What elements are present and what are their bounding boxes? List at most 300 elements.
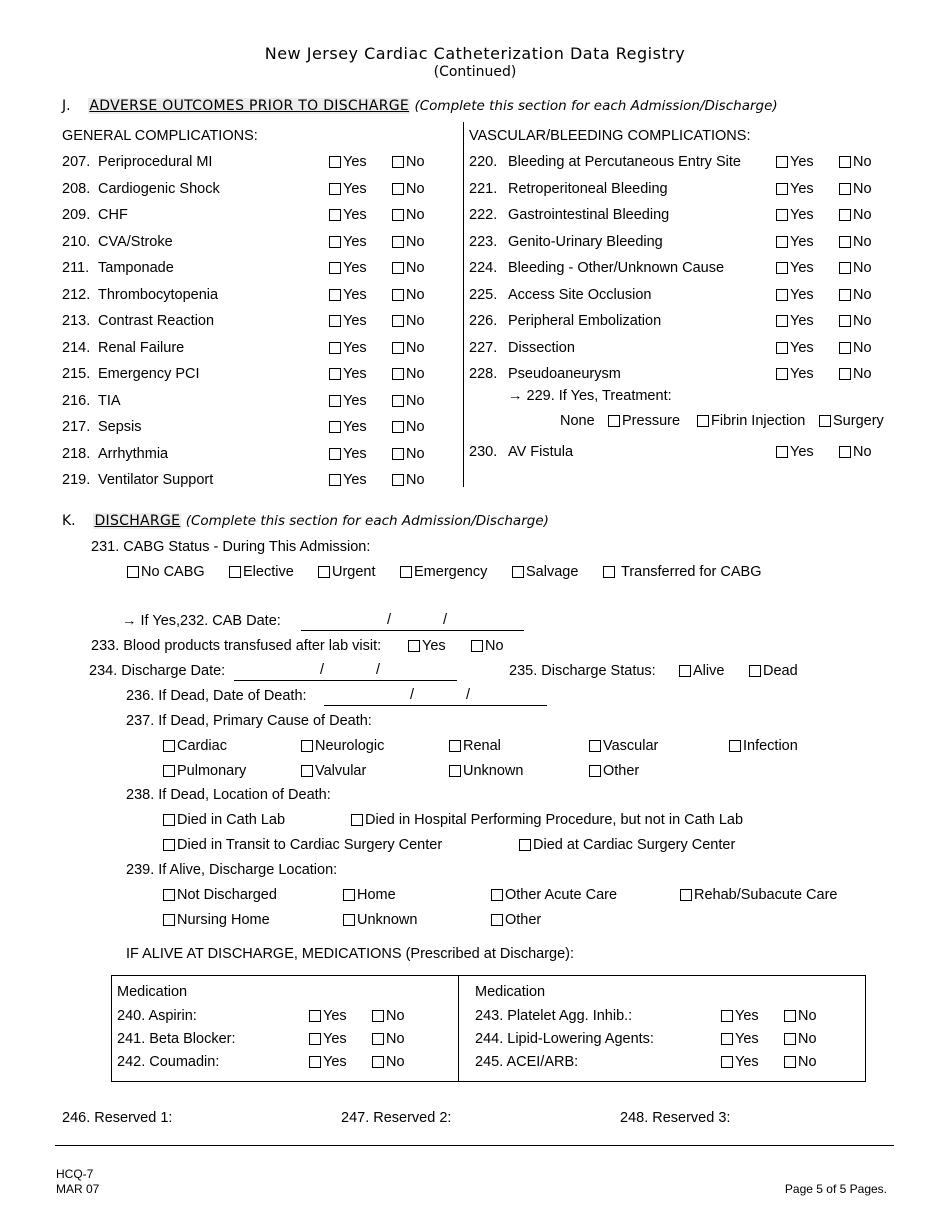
surgery-checkbox[interactable]: [819, 415, 831, 427]
checkbox[interactable]: [721, 1010, 733, 1022]
checkbox[interactable]: [776, 262, 788, 274]
checkbox[interactable]: [329, 368, 341, 380]
transferred-checkbox[interactable]: [603, 566, 615, 578]
urgent-checkbox[interactable]: [318, 566, 330, 578]
checkbox[interactable]: [392, 209, 404, 221]
checkbox[interactable]: [329, 474, 341, 486]
no-option[interactable]: [839, 287, 872, 303]
checkbox[interactable]: [839, 289, 851, 301]
section-j-note: (Complete this section for each Admission/Discharge): [414, 98, 778, 114]
no-option[interactable]: [839, 366, 872, 382]
page-subtitle: (Continued): [433, 64, 517, 80]
yes-option[interactable]: [721, 1054, 759, 1070]
yes-option[interactable]: [329, 154, 367, 170]
q238-opt3[interactable]: [163, 837, 442, 853]
option-label: No: [386, 1031, 405, 1047]
surgery-label: Surgery: [833, 413, 884, 429]
item-229-label: → 229. If Yes, Treatment:: [508, 388, 672, 404]
option-label: No: [406, 287, 425, 303]
reserved-1: 246. Reserved 1:: [62, 1110, 173, 1126]
checkbox[interactable]: [776, 156, 788, 168]
cause-option[interactable]: [449, 738, 501, 754]
no-option[interactable]: [392, 366, 425, 382]
option-label: No: [853, 260, 872, 276]
item-number: 214.: [62, 340, 91, 356]
section-k-title: DISCHARGE: [94, 513, 181, 529]
no-option[interactable]: [392, 393, 425, 409]
salvage-checkbox[interactable]: [512, 566, 524, 578]
checkbox[interactable]: [839, 262, 851, 274]
checkbox[interactable]: [301, 740, 313, 752]
medication-label: 241. Beta Blocker:: [117, 1031, 236, 1047]
checkbox[interactable]: [392, 156, 404, 168]
pressure-label: Pressure: [622, 413, 681, 429]
yes-option[interactable]: [776, 340, 814, 356]
no-option[interactable]: [392, 419, 425, 435]
no-option[interactable]: [392, 234, 425, 250]
option-label: No: [406, 472, 425, 488]
no-checkbox[interactable]: [839, 446, 851, 458]
no-option[interactable]: [784, 1008, 817, 1024]
section-j-heading: [62, 98, 778, 114]
q236-label: 236. If Dead, Date of Death:: [126, 688, 307, 704]
checkbox[interactable]: [372, 1056, 384, 1068]
dead-checkbox[interactable]: [749, 665, 761, 677]
no-checkbox[interactable]: [471, 640, 483, 652]
checkbox[interactable]: [784, 1010, 796, 1022]
checkbox[interactable]: [721, 1033, 733, 1045]
option-label: Yes: [343, 340, 367, 356]
item-label: Peripheral Embolization: [508, 313, 662, 329]
option-label: Yes: [790, 234, 814, 250]
option-label: Died in Hospital Performing Procedure, but not in Cath Lab: [365, 812, 744, 828]
item-229-fibrin[interactable]: [697, 413, 805, 429]
checkbox[interactable]: [392, 236, 404, 248]
item-label: Cardiogenic Shock: [98, 181, 220, 197]
q239-label: 239. If Alive, Discharge Location:: [126, 862, 338, 878]
item-number: 228.: [469, 366, 498, 382]
page-title: New Jersey Cardiac Catheterization Data Registry: [264, 44, 686, 63]
option-label: Yes: [790, 260, 814, 276]
cause-option[interactable]: [301, 763, 366, 779]
checkbox[interactable]: [329, 183, 341, 195]
checkbox[interactable]: [163, 889, 175, 901]
checkbox[interactable]: [680, 889, 692, 901]
item-230-no[interactable]: [839, 444, 872, 460]
checkbox[interactable]: [839, 183, 851, 195]
yes-option[interactable]: [776, 207, 814, 223]
checkbox[interactable]: [839, 368, 851, 380]
option-label: No: [853, 287, 872, 303]
cause-option[interactable]: [449, 763, 523, 779]
checkbox[interactable]: [392, 474, 404, 486]
no-option[interactable]: [392, 181, 425, 197]
option-label: Infection: [743, 738, 798, 754]
yes-option[interactable]: [721, 1008, 759, 1024]
location-option[interactable]: [491, 887, 617, 903]
date-sep: /: [466, 687, 471, 703]
checkbox[interactable]: [392, 421, 404, 433]
item-label: Contrast Reaction: [98, 313, 215, 329]
option-label: Yes: [790, 340, 814, 356]
option-label: Not Discharged: [177, 887, 277, 903]
q233-label: 233. Blood products transfused after lab visit:: [91, 638, 382, 654]
q231-opt-5[interactable]: [603, 564, 761, 580]
yes-option[interactable]: [721, 1031, 759, 1047]
checkbox[interactable]: [329, 315, 341, 327]
cause-option[interactable]: [163, 738, 227, 754]
location-option[interactable]: [343, 912, 417, 928]
option-label: No: [386, 1008, 405, 1024]
q238-opt2[interactable]: [351, 812, 743, 828]
checkbox[interactable]: [163, 765, 175, 777]
form-id: HCQ-7: [56, 1167, 94, 1181]
option-label: Unknown: [357, 912, 418, 928]
no-option[interactable]: [372, 1054, 405, 1070]
medication-label: 244. Lipid-Lowering Agents:: [475, 1031, 654, 1047]
checkbox[interactable]: [329, 209, 341, 221]
yes-option[interactable]: [309, 1054, 347, 1070]
dead-label: Dead: [763, 663, 798, 679]
checkbox[interactable]: [392, 183, 404, 195]
checkbox[interactable]: [329, 421, 341, 433]
checkbox[interactable]: [372, 1033, 384, 1045]
item-label: Thrombocytopenia: [98, 287, 219, 303]
fibrin-checkbox[interactable]: [697, 415, 709, 427]
no-option[interactable]: [372, 1008, 405, 1024]
medication-label: 242. Coumadin:: [117, 1054, 220, 1070]
item-number: 207.: [62, 154, 91, 170]
checkbox[interactable]: [343, 889, 355, 901]
no-option[interactable]: [839, 207, 872, 223]
q235-dead[interactable]: [749, 663, 798, 679]
alive-label: Alive: [693, 663, 725, 679]
checkbox[interactable]: [329, 289, 341, 301]
meds-heading: IF ALIVE AT DISCHARGE, MEDICATIONS (Prescribed at Discharge):: [126, 946, 575, 962]
checkbox[interactable]: [329, 156, 341, 168]
alive-checkbox[interactable]: [679, 665, 691, 677]
death-date-line[interactable]: [324, 705, 547, 706]
yes-option[interactable]: [329, 472, 367, 488]
yes-option[interactable]: [329, 234, 367, 250]
option-label: No: [798, 1054, 817, 1070]
column-divider: [463, 122, 464, 487]
checkbox[interactable]: [329, 395, 341, 407]
yes-option[interactable]: [329, 181, 367, 197]
q231-opt-0[interactable]: [127, 564, 205, 580]
yes-option[interactable]: [329, 207, 367, 223]
option-label: Yes: [323, 1031, 347, 1047]
checkbox[interactable]: [392, 448, 404, 460]
option-label: Yes: [790, 313, 814, 329]
yes-option[interactable]: [776, 260, 814, 276]
yes-checkbox[interactable]: [776, 446, 788, 458]
page-number: Page 5 of 5 Pages.: [784, 1182, 887, 1196]
checkbox[interactable]: [372, 1010, 384, 1022]
section-k-letter: K.: [62, 513, 76, 529]
checkbox[interactable]: [329, 236, 341, 248]
item-label: TIA: [98, 393, 121, 409]
item-label: Gastrointestinal Bleeding: [508, 207, 670, 223]
option-label: Died at Cardiac Surgery Center: [533, 837, 736, 853]
died-surgery-center-checkbox[interactable]: [519, 839, 531, 851]
yes-option[interactable]: [329, 366, 367, 382]
item-number: 221.: [469, 181, 498, 197]
item-label: Retroperitoneal Bleeding: [508, 181, 668, 197]
checkbox[interactable]: [839, 342, 851, 354]
item-label: Pseudoaneurysm: [508, 366, 621, 382]
option-label: No: [406, 313, 425, 329]
yes-option[interactable]: [776, 313, 814, 329]
option-label: No CABG: [141, 564, 205, 580]
checkbox[interactable]: [721, 1056, 733, 1068]
cause-option[interactable]: [589, 763, 639, 779]
option-label: Nursing Home: [177, 912, 270, 928]
item-230-num: 230.: [469, 444, 498, 460]
option-label: Yes: [790, 366, 814, 382]
item-label: Bleeding - Other/Unknown Cause: [508, 260, 725, 276]
item-229-pressure[interactable]: [608, 413, 680, 429]
checkbox[interactable]: [839, 236, 851, 248]
option-label: No: [406, 260, 425, 276]
q238-opt1[interactable]: [163, 812, 285, 828]
checkbox[interactable]: [163, 740, 175, 752]
location-option[interactable]: [163, 912, 270, 928]
checkbox[interactable]: [392, 395, 404, 407]
item-number: 211.: [62, 260, 90, 276]
item-number: 218.: [62, 446, 91, 462]
option-label: Vascular: [603, 738, 659, 754]
q235-alive[interactable]: [679, 663, 724, 679]
yes-option[interactable]: [309, 1031, 347, 1047]
no-option[interactable]: [784, 1054, 817, 1070]
checkbox[interactable]: [491, 889, 503, 901]
checkbox[interactable]: [776, 368, 788, 380]
item-229-surgery[interactable]: [819, 413, 884, 429]
no-option[interactable]: [392, 472, 425, 488]
died-transit-checkbox[interactable]: [163, 839, 175, 851]
option-label: Died in Transit to Cardiac Surgery Center: [177, 837, 443, 853]
checkbox[interactable]: [776, 342, 788, 354]
checkbox[interactable]: [776, 183, 788, 195]
yes-option[interactable]: [776, 154, 814, 170]
option-label: Emergency: [414, 564, 488, 580]
no-option[interactable]: [392, 287, 425, 303]
died-hospital-checkbox[interactable]: [351, 814, 363, 826]
yes-option[interactable]: [329, 287, 367, 303]
yes-option[interactable]: [329, 393, 367, 409]
no-option[interactable]: [372, 1031, 405, 1047]
cause-option[interactable]: [163, 763, 246, 779]
option-label: Yes: [343, 472, 367, 488]
q231-opt-4[interactable]: [512, 564, 578, 580]
yes-option[interactable]: [329, 313, 367, 329]
no-option[interactable]: [839, 181, 872, 197]
option-label: Transferred for CABG: [621, 564, 762, 580]
checkbox[interactable]: [449, 765, 461, 777]
q231-opt-2[interactable]: [318, 564, 376, 580]
checkbox[interactable]: [392, 368, 404, 380]
item-number: 227.: [469, 340, 498, 356]
option-label: Valvular: [315, 763, 367, 779]
option-label: Pulmonary: [177, 763, 247, 779]
cause-option[interactable]: [589, 738, 658, 754]
checkbox[interactable]: [163, 914, 175, 926]
yes-option[interactable]: [776, 366, 814, 382]
location-option[interactable]: [680, 887, 838, 903]
option-label: No: [853, 366, 872, 382]
no-option[interactable]: [392, 446, 425, 462]
location-option[interactable]: [491, 912, 541, 928]
option-label: Yes: [343, 419, 367, 435]
location-option[interactable]: [163, 887, 277, 903]
yes-option[interactable]: [776, 181, 814, 197]
no-option[interactable]: [392, 313, 425, 329]
option-label: Yes: [343, 260, 367, 276]
died-cath-lab-checkbox[interactable]: [163, 814, 175, 826]
option-label: Yes: [343, 287, 367, 303]
option-label: Rehab/Subacute Care: [694, 887, 838, 903]
yes-option[interactable]: [309, 1008, 347, 1024]
checkbox[interactable]: [392, 315, 404, 327]
item-number: 219.: [62, 472, 91, 488]
checkbox[interactable]: [309, 1033, 321, 1045]
general-complications-heading: GENERAL COMPLICATIONS:: [62, 128, 258, 144]
section-j-letter: J.: [62, 98, 71, 114]
checkbox[interactable]: [329, 262, 341, 274]
q237-label: 237. If Dead, Primary Cause of Death:: [126, 713, 372, 729]
med-left-heading: Medication: [117, 984, 188, 1000]
med-right-heading: Medication: [475, 984, 546, 1000]
discharge-date-line[interactable]: [234, 680, 457, 681]
yes-option[interactable]: [329, 419, 367, 435]
option-label: No: [853, 234, 872, 250]
no-option[interactable]: [839, 313, 872, 329]
item-number: 220.: [469, 154, 498, 170]
yes-option[interactable]: [329, 340, 367, 356]
no-option[interactable]: [839, 234, 872, 250]
option-label: Yes: [790, 287, 814, 303]
checkbox[interactable]: [784, 1033, 796, 1045]
option-label: Yes: [790, 154, 814, 170]
item-number: 209.: [62, 207, 91, 223]
no-option[interactable]: [839, 260, 872, 276]
cause-option[interactable]: [729, 738, 798, 754]
checkbox[interactable]: [589, 765, 601, 777]
item-number: 216.: [62, 393, 91, 409]
no-option[interactable]: [839, 340, 872, 356]
q233-no[interactable]: [471, 638, 504, 654]
item-label: Periprocedural MI: [98, 154, 213, 170]
option-label: No: [406, 181, 425, 197]
item-230-yes[interactable]: [776, 444, 814, 460]
q238-opt4[interactable]: [519, 837, 735, 853]
option-label: Other Acute Care: [505, 887, 618, 903]
option-label: No: [853, 154, 872, 170]
checkbox[interactable]: [776, 236, 788, 248]
checkbox[interactable]: [776, 209, 788, 221]
cab-date-line[interactable]: [301, 630, 524, 631]
option-label: Yes: [343, 154, 367, 170]
no-option[interactable]: [784, 1031, 817, 1047]
option-label: Yes: [343, 234, 367, 250]
medication-label: 243. Platelet Agg. Inhib.:: [475, 1008, 633, 1024]
option-label: Other: [603, 763, 640, 779]
checkbox[interactable]: [329, 342, 341, 354]
cause-option[interactable]: [301, 738, 384, 754]
q232-label: → If Yes,232. CAB Date:: [122, 613, 281, 629]
checkbox[interactable]: [784, 1056, 796, 1068]
emergency-checkbox[interactable]: [400, 566, 412, 578]
date-sep: /: [376, 662, 381, 678]
checkbox[interactable]: [589, 740, 601, 752]
checkbox[interactable]: [309, 1056, 321, 1068]
no-option[interactable]: [392, 340, 425, 356]
item-number: 213.: [62, 313, 91, 329]
checkbox[interactable]: [392, 289, 404, 301]
checkbox[interactable]: [449, 740, 461, 752]
pressure-checkbox[interactable]: [608, 415, 620, 427]
yes-checkbox[interactable]: [408, 640, 420, 652]
checkbox[interactable]: [839, 156, 851, 168]
checkbox[interactable]: [392, 262, 404, 274]
no-option[interactable]: [392, 154, 425, 170]
option-label: Yes: [343, 446, 367, 462]
item-label: Tamponade: [98, 260, 174, 276]
date-sep: /: [410, 687, 415, 703]
checkbox[interactable]: [392, 342, 404, 354]
date-sep: /: [387, 612, 392, 628]
checkbox[interactable]: [839, 209, 851, 221]
no-option[interactable]: [839, 154, 872, 170]
checkbox[interactable]: [776, 289, 788, 301]
q231-opt-3[interactable]: [400, 564, 487, 580]
option-label: Yes: [343, 181, 367, 197]
checkbox[interactable]: [329, 448, 341, 460]
no-option[interactable]: [392, 207, 425, 223]
q231-opt-1[interactable]: [229, 564, 294, 580]
option-label: Yes: [323, 1054, 347, 1070]
yes-option[interactable]: [776, 234, 814, 250]
yes-option[interactable]: [776, 287, 814, 303]
medications-divider: [458, 975, 459, 1082]
q231-label: 231. CABG Status - During This Admission:: [91, 539, 371, 555]
option-label: No: [798, 1031, 817, 1047]
no-cabg-checkbox[interactable]: [127, 566, 139, 578]
option-label: No: [406, 207, 425, 223]
item-number: 210.: [62, 234, 91, 250]
yes-option[interactable]: [329, 446, 367, 462]
checkbox[interactable]: [301, 765, 313, 777]
item-number: 217.: [62, 419, 91, 435]
location-option[interactable]: [343, 887, 396, 903]
checkbox[interactable]: [839, 315, 851, 327]
option-label: No: [853, 181, 872, 197]
q233-yes[interactable]: [408, 638, 446, 654]
option-label: No: [406, 154, 425, 170]
yes-option[interactable]: [329, 260, 367, 276]
no-option[interactable]: [392, 260, 425, 276]
checkbox[interactable]: [309, 1010, 321, 1022]
item-number: 215.: [62, 366, 91, 382]
checkbox[interactable]: [776, 315, 788, 327]
checkbox[interactable]: [729, 740, 741, 752]
option-label: No: [853, 207, 872, 223]
elective-checkbox[interactable]: [229, 566, 241, 578]
checkbox[interactable]: [491, 914, 503, 926]
checkbox[interactable]: [343, 914, 355, 926]
option-label: No: [853, 340, 872, 356]
